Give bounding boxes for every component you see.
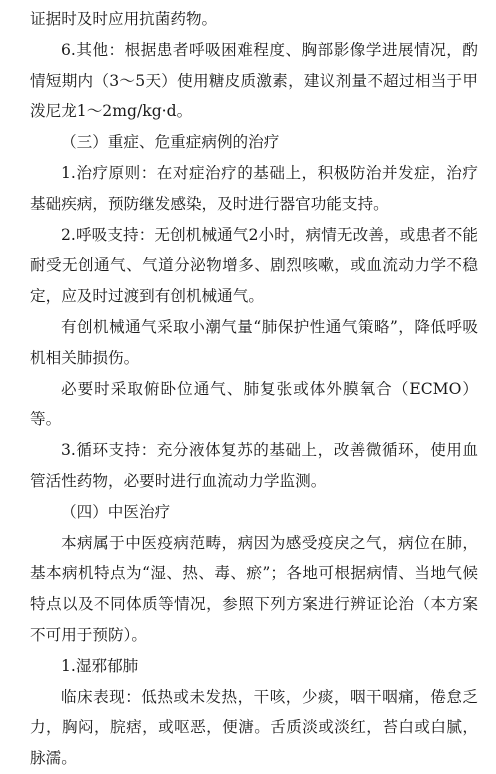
paragraph-antibiotics-end: 证据时及时应用抗菌药物。 xyxy=(30,10,218,28)
paragraph-treatment-principle: 1.治疗原则：在对症治疗的基础上，积极防治并发症，治疗基础疾病，预防继发感染，及时进行器官功能支持。 xyxy=(30,163,478,213)
section-heading-severe-cases: （三）重症、危重症病例的治疗 xyxy=(61,133,280,152)
paragraph-ecmo: 必要时采取俯卧位通气、肺复张或体外膜氧合（ECMO）等。 xyxy=(30,379,478,429)
subheading-dampness-lung: 1.湿邪郁肺 xyxy=(61,656,139,675)
paragraph-circulatory-support: 3.循环支持：充分液体复苏的基础上，改善微循环，使用血管活性药物，必要时进行血流动力学监测。 xyxy=(30,441,478,490)
paragraph-other-treatment: 6.其他：根据患者呼吸困难程度、胸部影像学进展情况，酌情短期内（3～5天）使用糖皮质激素，建议剂量不超过相当于甲泼尼龙1～2mg/kg·d。 xyxy=(30,40,478,121)
paragraph-invasive-ventilation: 有创机械通气采取小潮气量“肺保护性通气策略”，降低呼吸机相关肺损伤。 xyxy=(30,317,478,367)
section-heading-tcm: （四）中医治疗 xyxy=(61,502,171,521)
paragraph-clinical-manifestation: 临床表现：低热或未发热，干咳，少痰，咽干咽痛，倦怠乏力，胸闷，脘痞，或呕恶，便溏。舌质淡或淡红，苔白或白腻，脉濡。 xyxy=(30,687,478,768)
paragraph-tcm-overview: 本病属于中医疫病范畴，病因为感受疫戾之气，病位在肺，基本病机特点为“湿、热、毒、瘀”；各地可根据病情、当地气候特点以及不同体质等情况，参照下列方案进行辨证论治（本方案不可用于预防）。 xyxy=(30,533,478,644)
paragraph-respiratory-support: 2.呼吸支持：无创机械通气2小时，病情无改善，或患者不能耐受无创通气、气道分泌物增多、剧烈咳嗽，或血流动力学不稳定，应及时过渡到有创机械通气。 xyxy=(30,225,478,306)
